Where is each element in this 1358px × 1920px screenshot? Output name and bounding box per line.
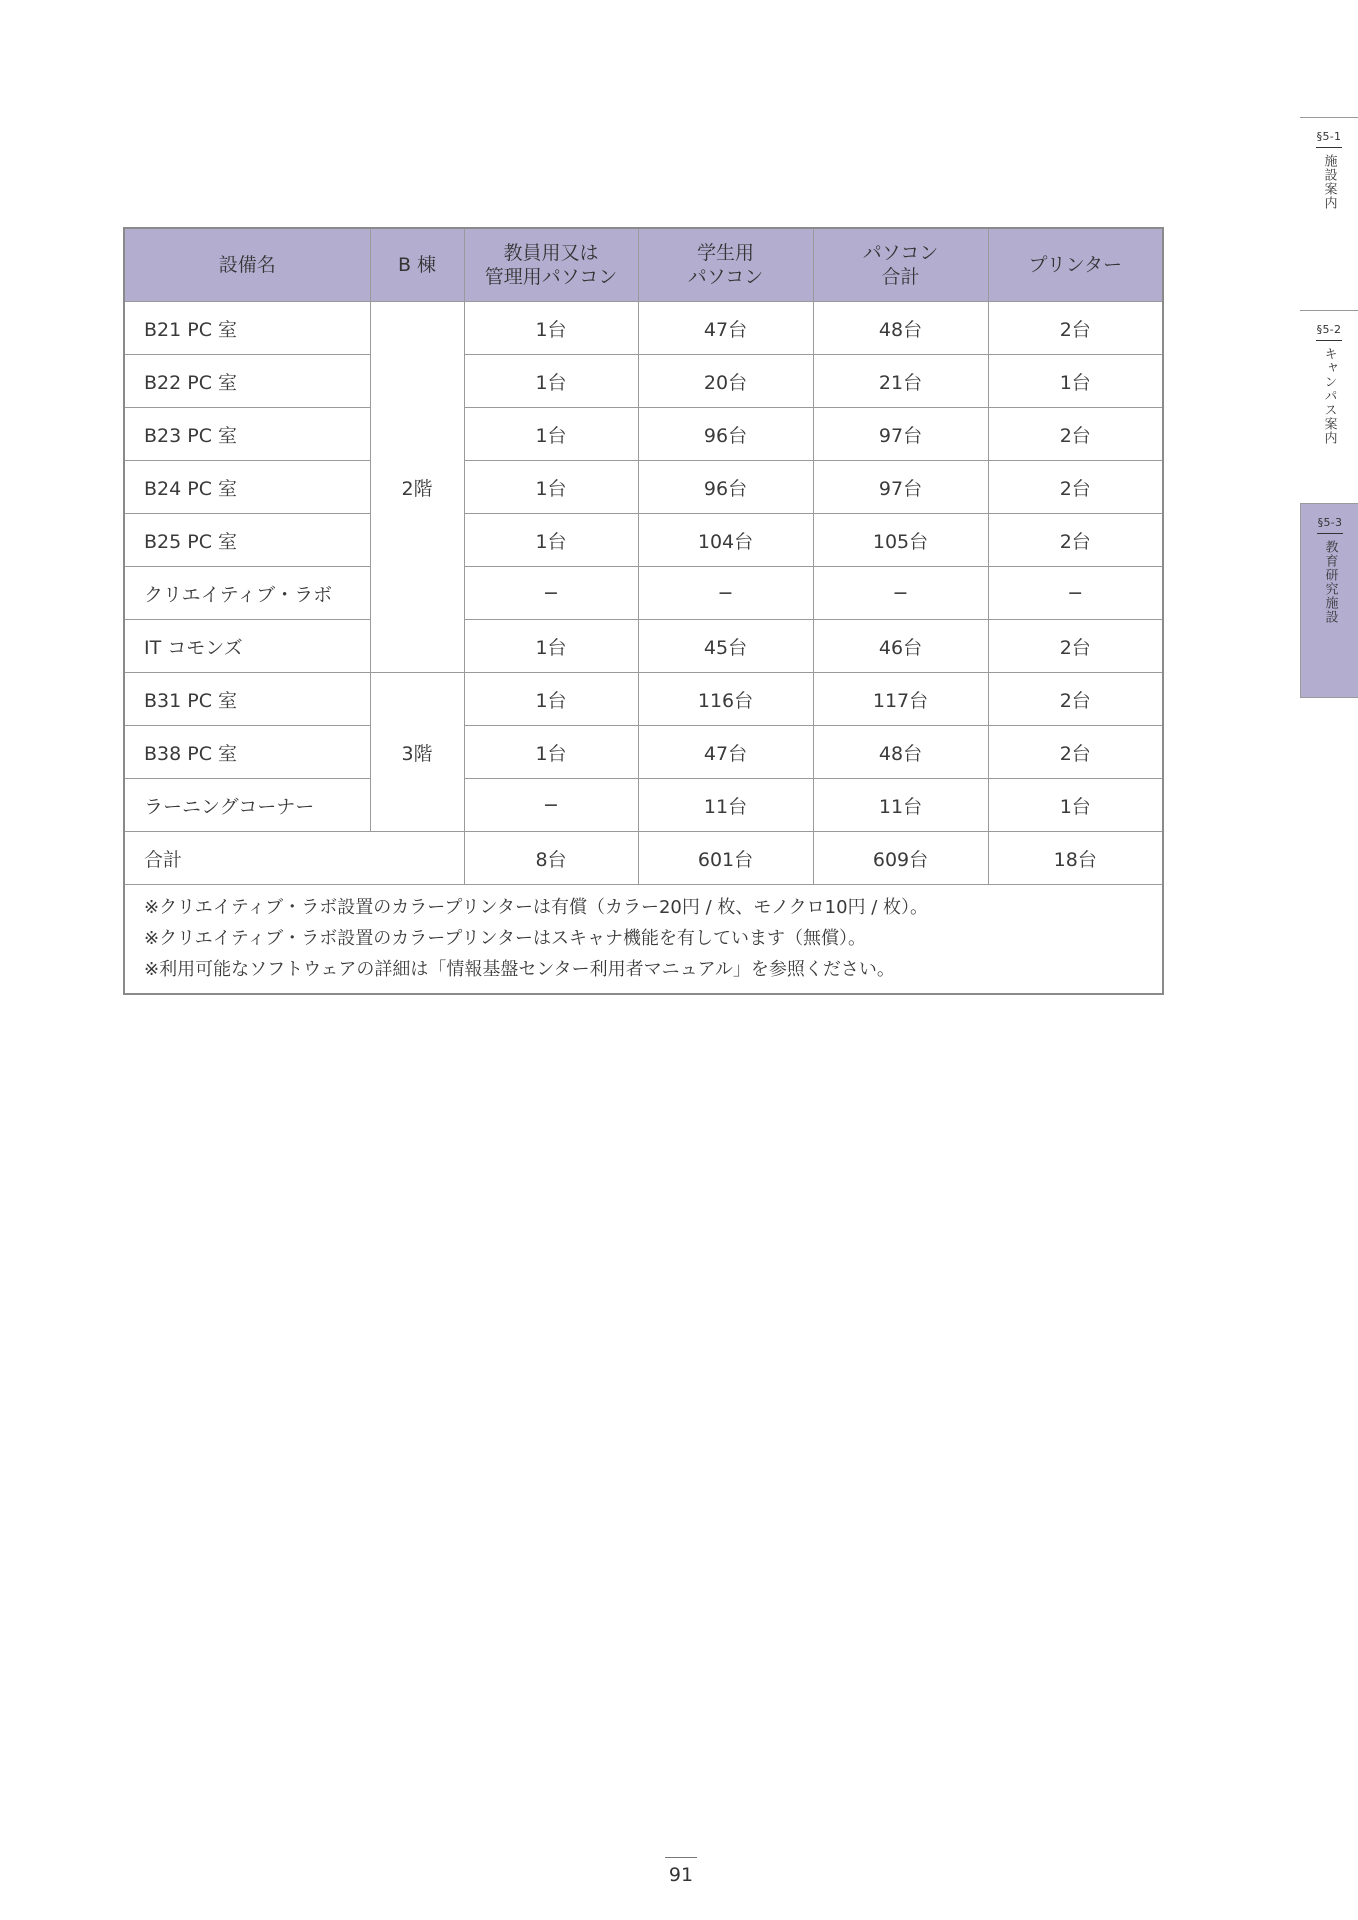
pc-total-count: − xyxy=(813,567,988,620)
printer-count: 1台 xyxy=(988,779,1163,832)
pc-total-count: 97台 xyxy=(813,408,988,461)
printer-count: 2台 xyxy=(988,408,1163,461)
staff-pc-count: 1台 xyxy=(464,514,638,567)
printer-count: 2台 xyxy=(988,461,1163,514)
header-staff-pc xyxy=(464,228,638,302)
table-notes-row xyxy=(124,885,1163,995)
floor-2: 2階 xyxy=(370,302,464,673)
staff-pc-count: − xyxy=(464,779,638,832)
table-row xyxy=(124,726,1163,779)
header-student-line2: パソコン xyxy=(687,266,764,288)
side-tab-label: 教育研究施設 xyxy=(1322,540,1338,624)
table-row xyxy=(124,514,1163,567)
side-tab-label: 施設案内 xyxy=(1321,154,1337,210)
staff-pc-count: 1台 xyxy=(464,726,638,779)
pc-total-count: 46台 xyxy=(813,620,988,673)
pc-facility-table xyxy=(123,227,1164,995)
facility-name: B23 PC 室 xyxy=(124,408,370,461)
note-line: ※クリエイティブ・ラボ設置のカラープリンターはスキャナ機能を有しています（無償）。 xyxy=(144,928,866,949)
header-building: B 棟 xyxy=(370,228,464,302)
facility-name: B25 PC 室 xyxy=(124,514,370,567)
side-tab-5-2[interactable] xyxy=(1300,310,1358,504)
side-tab-5-3[interactable] xyxy=(1300,503,1358,698)
table-row xyxy=(124,302,1163,355)
student-pc-count: 47台 xyxy=(638,726,813,779)
printer-count: 2台 xyxy=(988,302,1163,355)
header-total-line1: パソコン xyxy=(862,242,939,264)
student-pc-count: 96台 xyxy=(638,408,813,461)
staff-pc-count: 1台 xyxy=(464,302,638,355)
student-pc-count: 20台 xyxy=(638,355,813,408)
side-tab-label: キャンパス案内 xyxy=(1321,347,1337,445)
side-tab-5-1[interactable] xyxy=(1300,117,1358,311)
staff-pc-count: 1台 xyxy=(464,673,638,726)
student-pc-count: 96台 xyxy=(638,461,813,514)
pc-total-count: 11台 xyxy=(813,779,988,832)
side-tab-number: §5-2 xyxy=(1316,323,1342,336)
printer-count: 2台 xyxy=(988,620,1163,673)
staff-pc-total: 8台 xyxy=(464,832,638,885)
printer-count: 1台 xyxy=(988,355,1163,408)
student-pc-count: 104台 xyxy=(638,514,813,567)
table-row xyxy=(124,620,1163,673)
side-tab-divider xyxy=(1316,340,1342,341)
table-header-row xyxy=(124,228,1163,302)
table-notes xyxy=(124,885,1163,995)
floor-3: 3階 xyxy=(370,673,464,832)
side-tab-number: §5-3 xyxy=(1317,516,1343,529)
staff-pc-count: 1台 xyxy=(464,620,638,673)
staff-pc-count: 1台 xyxy=(464,408,638,461)
table-row xyxy=(124,567,1163,620)
page-number: 91 xyxy=(668,1864,694,1886)
facility-name: B24 PC 室 xyxy=(124,461,370,514)
table-row xyxy=(124,673,1163,726)
student-pc-count: 47台 xyxy=(638,302,813,355)
header-student-pc xyxy=(638,228,813,302)
header-student-line1: 学生用 xyxy=(696,242,754,264)
staff-pc-count: 1台 xyxy=(464,461,638,514)
facility-name: IT コモンズ xyxy=(124,620,370,673)
facility-name: B22 PC 室 xyxy=(124,355,370,408)
pc-total-count: 21台 xyxy=(813,355,988,408)
facility-name: B31 PC 室 xyxy=(124,673,370,726)
printer-total: 18台 xyxy=(988,832,1163,885)
page-number-rule xyxy=(665,1857,697,1858)
table-row xyxy=(124,408,1163,461)
pc-grand-total: 609台 xyxy=(813,832,988,885)
staff-pc-count: 1台 xyxy=(464,355,638,408)
pc-total-count: 117台 xyxy=(813,673,988,726)
facility-name: クリエイティブ・ラボ xyxy=(124,567,370,620)
pc-total-count: 48台 xyxy=(813,726,988,779)
side-tab-divider xyxy=(1317,533,1343,534)
table-total-row xyxy=(124,832,1163,885)
pc-total-count: 97台 xyxy=(813,461,988,514)
header-pc-total xyxy=(813,228,988,302)
side-tab-number: §5-1 xyxy=(1316,130,1342,143)
header-staff-line2: 管理用パソコン xyxy=(484,266,618,288)
header-staff-line1: 教員用又は xyxy=(503,242,599,264)
printer-count: 2台 xyxy=(988,726,1163,779)
printer-count: 2台 xyxy=(988,673,1163,726)
header-facility: 設備名 xyxy=(124,228,370,302)
header-total-line2: 合計 xyxy=(881,266,920,288)
facility-name: ラーニングコーナー xyxy=(124,779,370,832)
total-label: 合計 xyxy=(124,832,464,885)
student-pc-total: 601台 xyxy=(638,832,813,885)
student-pc-count: − xyxy=(638,567,813,620)
staff-pc-count: − xyxy=(464,567,638,620)
table-row xyxy=(124,779,1163,832)
side-tab-divider xyxy=(1316,147,1342,148)
table-row xyxy=(124,461,1163,514)
facility-name: B38 PC 室 xyxy=(124,726,370,779)
pc-total-count: 105台 xyxy=(813,514,988,567)
note-line: ※利用可能なソフトウェアの詳細は「情報基盤センター利用者マニュアル」を参照ください。 xyxy=(144,959,895,980)
facility-name: B21 PC 室 xyxy=(124,302,370,355)
header-printer: プリンター xyxy=(988,228,1163,302)
student-pc-count: 45台 xyxy=(638,620,813,673)
student-pc-count: 11台 xyxy=(638,779,813,832)
table-row xyxy=(124,355,1163,408)
printer-count: − xyxy=(988,567,1163,620)
pc-total-count: 48台 xyxy=(813,302,988,355)
printer-count: 2台 xyxy=(988,514,1163,567)
note-line: ※クリエイティブ・ラボ設置のカラープリンターは有償（カラー20円 / 枚、モノクロ10円 / 枚）。 xyxy=(144,897,929,918)
student-pc-count: 116台 xyxy=(638,673,813,726)
